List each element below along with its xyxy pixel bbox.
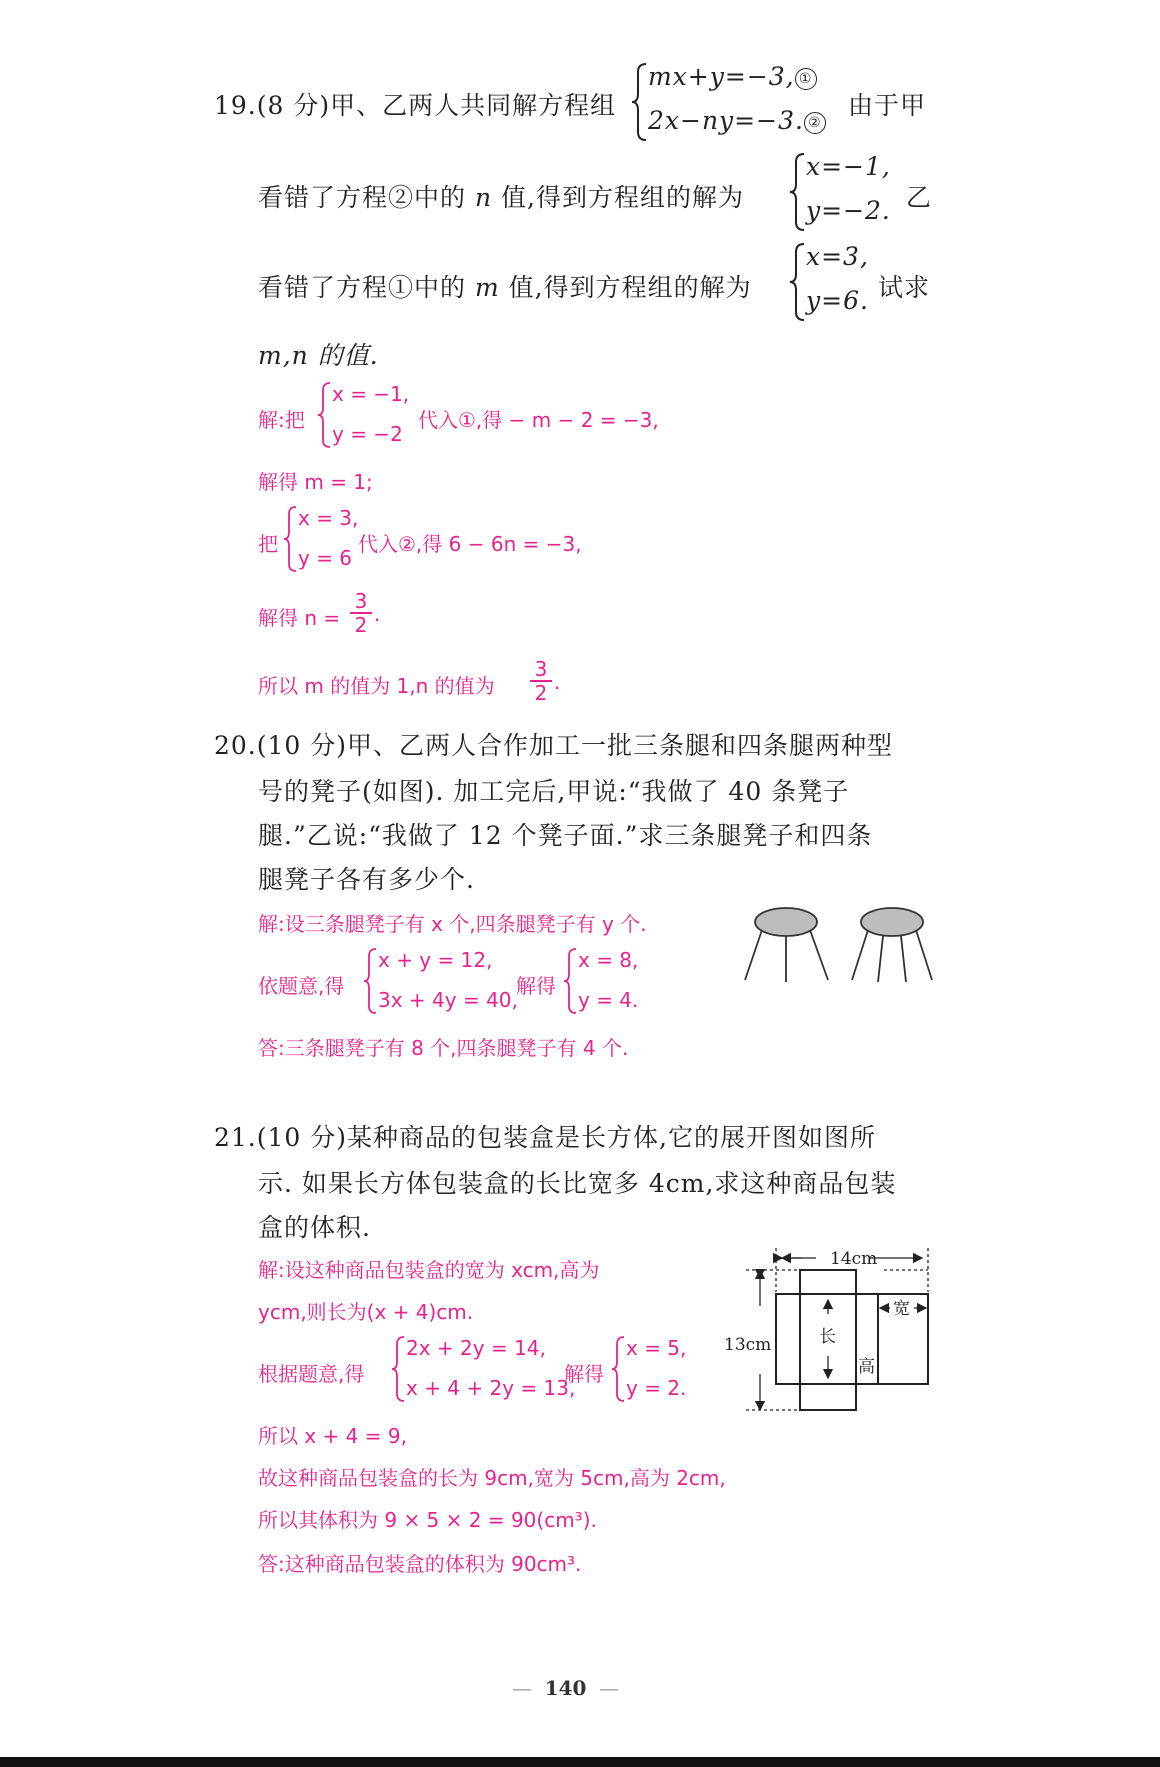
q20-line2: 号的凳子(如图). 加工完后,甲说:“我做了 40 条凳子 — [258, 777, 850, 806]
box-net-figure — [720, 1244, 940, 1424]
q19-line3 — [258, 268, 752, 304]
q19-var-n: n — [474, 183, 493, 212]
numerator: 3 — [354, 589, 368, 613]
four-leg-stool — [852, 908, 932, 982]
q20-score: (10 分) — [256, 731, 348, 760]
q19-ans-x: x = −1, — [332, 382, 410, 406]
q19-line4: m,n 的值. — [258, 341, 379, 370]
numerator: 3 — [534, 657, 548, 681]
q19-sol1-x: x=−1, — [806, 152, 891, 181]
q19-ans3-post: 代入②,得 6 − 6n = −3, — [358, 532, 582, 556]
q19-ans1-pre: 解:把 — [258, 408, 305, 432]
q20-eq1: x + y = 12, — [378, 948, 493, 972]
q21-ans7: 答:这种商品包装盒的体积为 90cm³. — [258, 1552, 582, 1576]
q20-ans-solution — [564, 946, 654, 1016]
label-14cm: 14cm — [830, 1249, 878, 1269]
q21-ans3-pre: 根据题意,得 — [258, 1362, 365, 1386]
q19-sol2-x: x=3, — [806, 242, 869, 271]
q19-eq2: 2x−ny=−3. — [648, 106, 804, 135]
q20-line3: 腿.”乙说:“我做了 12 个凳子面.”求三条腿凳子和四条 — [258, 821, 873, 850]
q19-ans4-post: . — [374, 602, 381, 626]
q21-ans4: 所以 x + 4 = 9, — [258, 1424, 407, 1448]
q20-ans2-mid: 解得 — [516, 974, 556, 998]
denominator: 2 — [534, 681, 548, 705]
q19-line2-tail: 乙 — [906, 183, 933, 212]
q19-ans1-post: 代入①,得 − m − 2 = −3, — [418, 408, 659, 432]
q19-score: (8 分) — [256, 91, 331, 120]
q20-eq2: 3x + 4y = 40, — [378, 988, 518, 1012]
q20-sol-x: x = 8, — [578, 948, 639, 972]
q19-ans-y2: y = 6 — [298, 546, 353, 570]
q19-var-m: m — [474, 273, 500, 302]
q21-text: 某种商品的包装盒是长方体,它的展开图如图所 — [347, 1123, 876, 1152]
q19-sol1-y: y=−2. — [806, 196, 891, 225]
q19-line2-text2: 值,得到方程组的解为 — [501, 183, 744, 212]
q21-ans1: 解:设这种商品包装盒的宽为 xcm,高为 — [258, 1258, 600, 1282]
q20-sol-y: y = 4. — [578, 988, 639, 1012]
q21-ans-solution — [612, 1334, 692, 1404]
q21-eq1: 2x + 2y = 14, — [406, 1336, 546, 1360]
q19-ans4-pre: 解得 n = — [258, 606, 341, 630]
q19-ans2: 解得 m = 1; — [258, 470, 373, 494]
q19-ans-system2 — [284, 504, 364, 574]
q20-text: 甲、乙两人合作加工一批三条腿和四条腿两种型 — [347, 731, 894, 760]
three-leg-stool — [745, 908, 828, 982]
circled-1: ① — [795, 68, 817, 90]
q21-eq2: x + 4 + 2y = 13, — [406, 1376, 576, 1400]
q21-line1 — [214, 1118, 876, 1154]
fraction-three-halves — [530, 658, 552, 704]
q19-line2 — [258, 178, 744, 214]
q21-line2: 示. 如果长方体包装盒的长比宽多 4cm,求这种商品包装 — [258, 1169, 897, 1198]
bottom-bar — [0, 1757, 1160, 1767]
q21-ans-system — [392, 1334, 576, 1404]
label-13cm: 13cm — [724, 1335, 772, 1355]
q19-ans-y: y = −2 — [332, 422, 403, 446]
q21-sol-x: x = 5, — [626, 1336, 687, 1360]
q20-number: 20. — [214, 731, 257, 760]
q19-line1 — [214, 86, 616, 122]
fraction-three-halves — [350, 590, 372, 636]
q21-ans2: ycm,则长为(x + 4)cm. — [258, 1300, 474, 1324]
q19-line1-tail: 由于甲 — [848, 91, 927, 120]
q19-equation-system — [632, 60, 832, 144]
q19-ans5-post: . — [554, 670, 561, 694]
page-number: — 140 — — [512, 1676, 620, 1700]
q19-line3-text: 看错了方程①中的 — [258, 273, 467, 302]
q20-ans3: 答:三条腿凳子有 8 个,四条腿凳子有 4 个. — [258, 1036, 629, 1060]
q19-line2-text: 看错了方程②中的 — [258, 183, 467, 212]
q21-ans3-mid: 解得 — [564, 1362, 604, 1386]
q20-ans2-pre: 依题意,得 — [258, 974, 345, 998]
stools-figure — [740, 900, 940, 990]
label-height: 高 — [858, 1357, 875, 1377]
q19-sol2-y: y=6. — [806, 286, 869, 315]
q19-ans-x2: x = 3, — [298, 506, 359, 530]
q21-ans6: 所以其体积为 9 × 5 × 2 = 90(cm³). — [258, 1508, 597, 1532]
q19-solution1 — [790, 150, 910, 234]
denominator: 2 — [354, 613, 368, 637]
circled-2: ② — [804, 112, 826, 134]
q21-score: (10 分) — [256, 1123, 348, 1152]
q19-eq1: mx+y=−3, — [648, 62, 795, 91]
q19-ans-system1 — [318, 380, 418, 450]
q20-line1 — [214, 726, 893, 762]
page-number-value: 140 — [544, 1676, 587, 1700]
q21-sol-y: y = 2. — [626, 1376, 687, 1400]
q21-line3: 盒的体积. — [258, 1213, 371, 1242]
q20-ans-system — [364, 946, 518, 1016]
q21-number: 21. — [214, 1123, 257, 1152]
q19-line3-text2: 值,得到方程组的解为 — [508, 273, 752, 302]
q19-ans5-pre: 所以 m 的值为 1,n 的值为 — [258, 674, 495, 698]
q19-text: 甲、乙两人共同解方程组 — [330, 91, 617, 120]
q19-number: 19. — [214, 91, 257, 120]
q20-line4: 腿凳子各有多少个. — [258, 865, 475, 894]
q19-line3-tail: 试求 — [878, 273, 931, 302]
q20-ans1: 解:设三条腿凳子有 x 个,四条腿凳子有 y 个. — [258, 912, 647, 936]
q19-ans3-pre: 把 — [258, 532, 278, 556]
label-length: 长 — [819, 1327, 836, 1347]
q21-ans5: 故这种商品包装盒的长为 9cm,宽为 5cm,高为 2cm, — [258, 1466, 726, 1490]
label-width: 宽 — [893, 1299, 910, 1319]
